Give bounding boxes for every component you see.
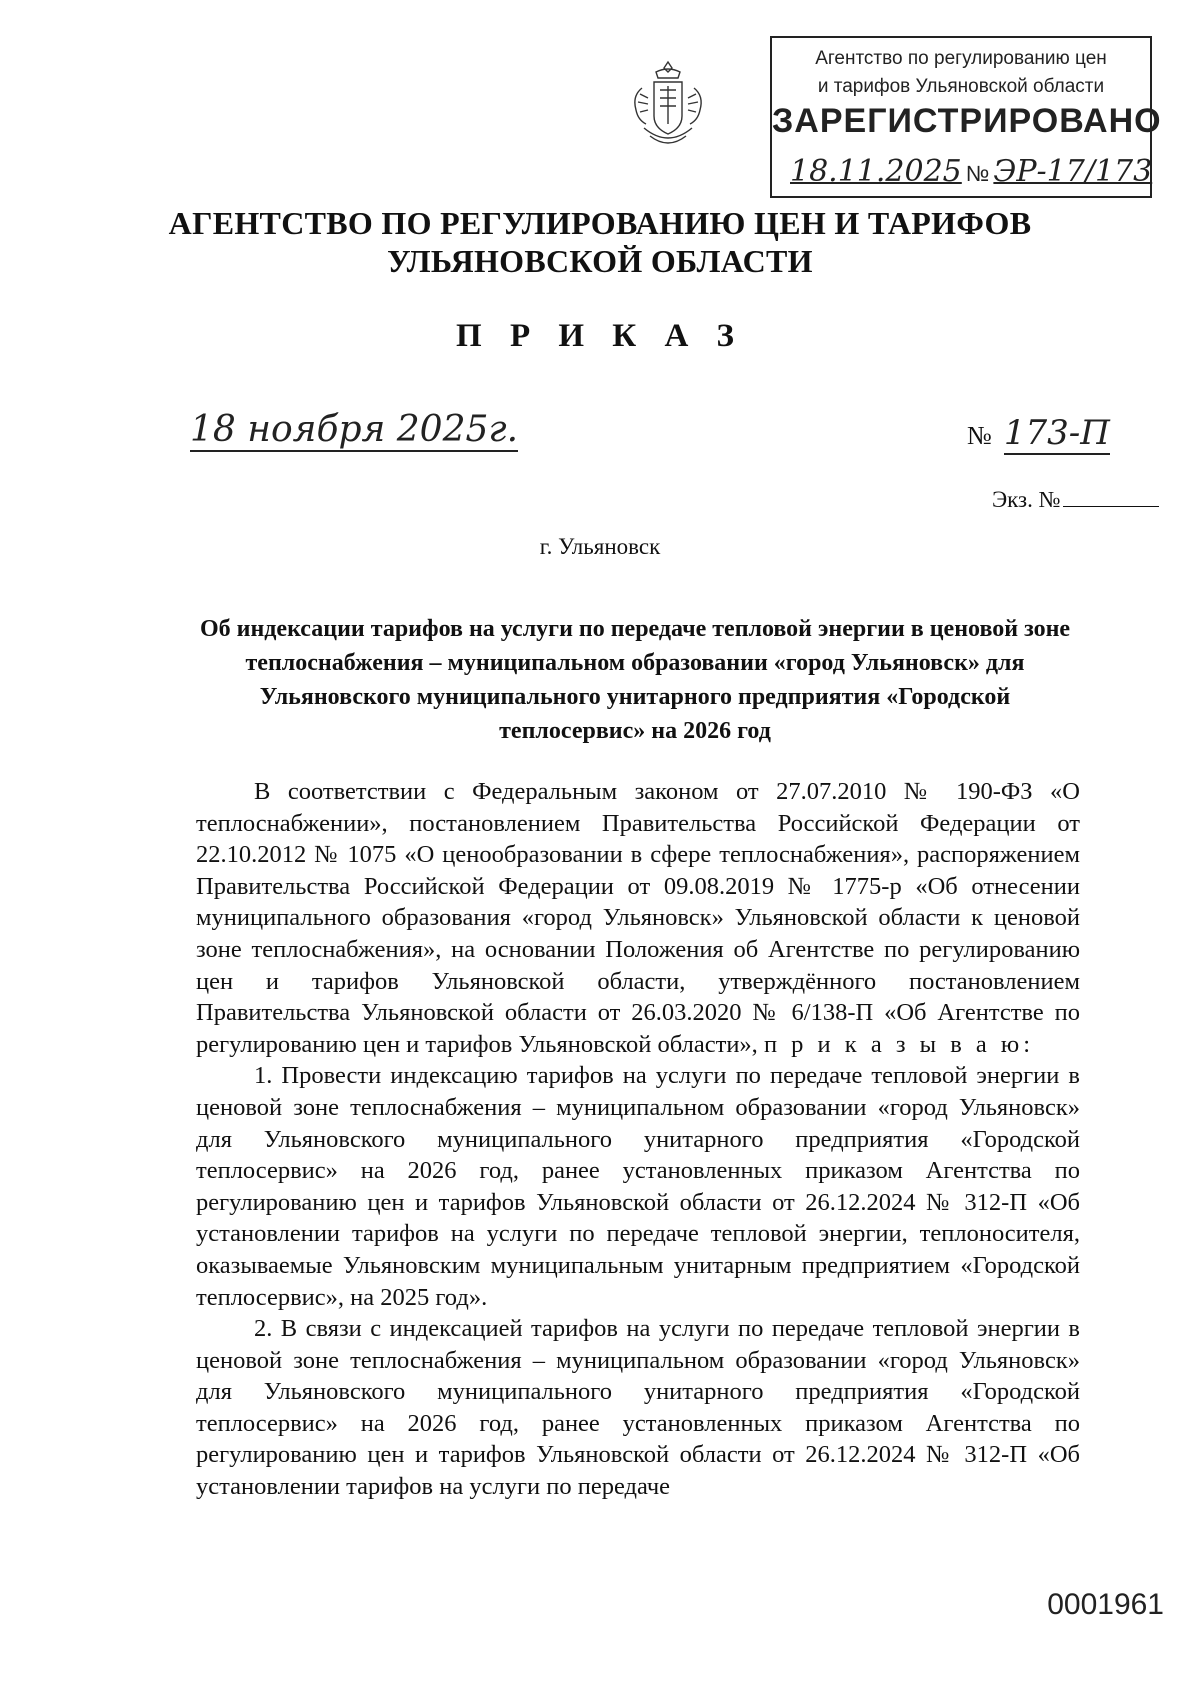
item-2-paragraph: 2. В связи с индексацией тарифов на услуги по передаче тепловой энергии в ценовой зоне теплоснабжения – муниципальном образовании «город Ульяновск» для Ульяновского муниципального унитарного предприятия «Городской теплосервис» на 2026 год, ранее установленных приказом Агентства по регулированию цен и тарифов Ульяновской области от 26.12.2024 № 312-П «Об установлении тарифов на услуги по передаче [196, 1315, 1080, 1501]
registration-stamp [770, 36, 1162, 198]
document-serial-number: 0001961 [1047, 1588, 1164, 1621]
coat-of-arms-emblem [628, 58, 708, 154]
agency-name-line2: УЛЬЯНОВСКОЙ ОБЛАСТИ [387, 243, 813, 279]
handwritten-order-number: 173-П [1003, 413, 1110, 453]
order-word: п р и к а з ы в а ю: [763, 1030, 1035, 1058]
stamp-number-sign: № [965, 161, 990, 186]
copy-number [992, 487, 1159, 513]
agency-name-line1: АГЕНТСТВО ПО РЕГУЛИРОВАНИЮ ЦЕН И ТАРИФОВ [168, 205, 1032, 241]
copy-number-label: Экз. № [992, 487, 1061, 512]
preamble-paragraph [196, 776, 1080, 1060]
city-name: г. Ульяновск [539, 534, 661, 559]
document-type-title: П Р И К А З [456, 318, 744, 354]
stamp-agency-line1: Агентство по регулированию цен [815, 48, 1107, 69]
stamp-registered-label: ЗАРЕГИСТРИРОВАНО [772, 102, 1162, 140]
stamp-registration-entry [790, 154, 1152, 189]
order-subject: Об индексации тарифов на услуги по передаче тепловой энергии в ценовой зоне теплоснабжения – муниципальном образовании «город Ульяновск» для Ульяновского муниципального унитарного предприятия «Городской теплосервис» на 2026 год [199, 616, 1071, 744]
stamp-reg-date: 18.11.2025 [790, 154, 962, 189]
stamp-agency-line2: и тарифов Ульяновской области [817, 76, 1105, 97]
stamp-reg-number: ЭР-17/173 [993, 154, 1153, 189]
order-number-label: № [967, 421, 992, 450]
preamble-text: В соответствии с Федеральным законом от 27.07.2010 № 190-ФЗ «О теплоснабжении», постановлением Правительства Российской Федерации от 22.10.2012 № 1075 «О ценообразовании в сфере теплоснабжения», распоряжением Правительства Российской Федерации от 09.08.2019 № 1775-р «Об отнесении муниципального образования «город Ульяновск» Ульяновской области к ценовой зоне теплоснабжения», на основании Положения об Агентстве по регулированию цен и тарифов Ульяновской области, утверждённого постановлением Правительства Ульяновской области от 26.03.2020 № 6/138-П «Об Агентстве по регулированию цен и тарифов Ульяновской области», [196, 778, 1080, 1058]
order-number-block [967, 413, 1110, 453]
handwritten-date: 18 ноября 2025г. [190, 409, 519, 450]
item-1-paragraph: 1. Провести индексацию тарифов на услуги по передаче тепловой энергии в ценовой зоне теплоснабжения – муниципальном образовании «город Ульяновск» для Ульяновского муниципального унитарного предприятия «Городской теплосервис» на 2026 год, ранее установленных приказом Агентства по регулированию цен и тарифов Ульяновской области от 26.12.2024 № 312-П «Об установлении тарифов на услуги по передаче тепловой энергии, теплоносителя, оказываемые Ульяновским муниципальным унитарным предприятием «Городской теплосервис», на 2025 год». [196, 1062, 1080, 1311]
copy-number-blank [1063, 506, 1159, 507]
order-body [196, 776, 1080, 1503]
